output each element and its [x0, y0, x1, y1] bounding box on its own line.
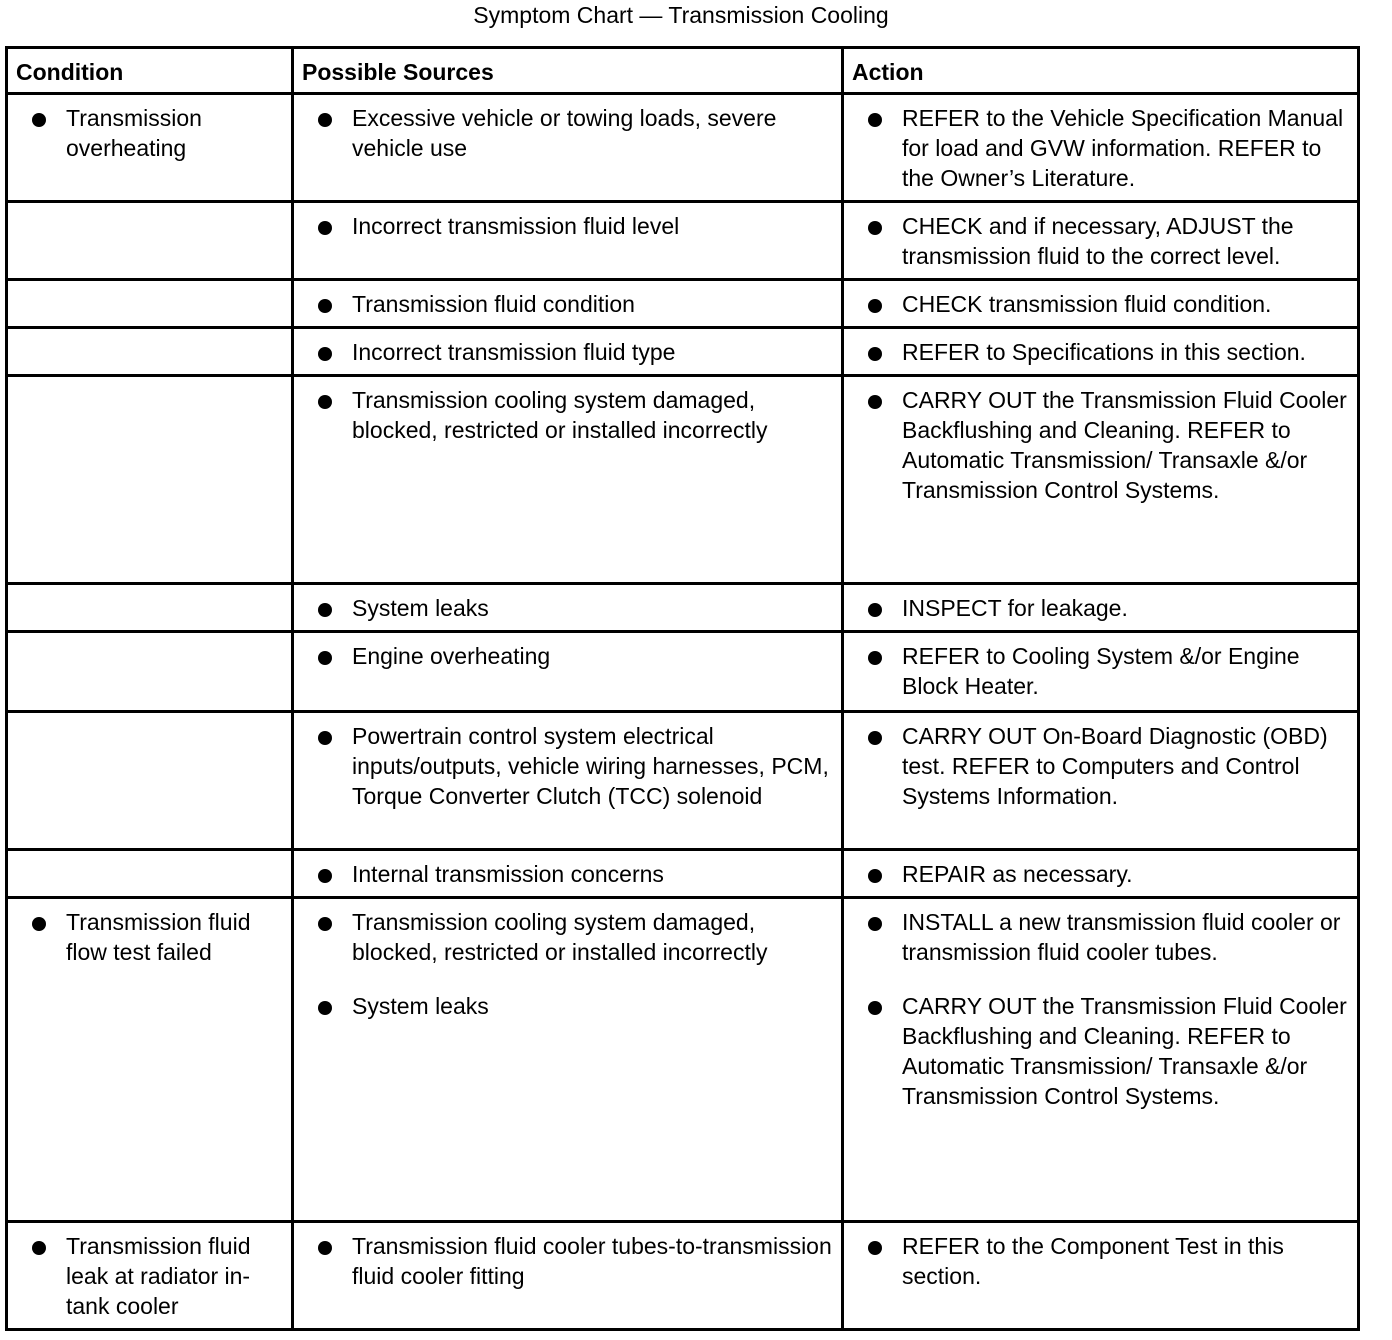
bullet-icon [318, 347, 332, 361]
table-row [7, 898, 1359, 1222]
sources-cell [293, 584, 843, 632]
action-cell [843, 328, 1359, 376]
condition-cell [7, 376, 293, 584]
bullet-icon [318, 395, 332, 409]
action-item [844, 721, 1351, 811]
table-row [7, 328, 1359, 376]
action-cell [843, 632, 1359, 712]
action-item [844, 641, 1351, 701]
condition-cell [7, 328, 293, 376]
condition-text: Transmission overheating [66, 105, 202, 161]
action-cell [843, 280, 1359, 328]
sources-cell [293, 712, 843, 850]
action-text: REFER to Cooling System &/or Engine Block Heater. [902, 643, 1300, 699]
bullet-icon [868, 395, 882, 409]
bullet-icon [868, 603, 882, 617]
bullet-icon [32, 113, 46, 127]
action-cell [843, 1222, 1359, 1330]
action-cell [843, 94, 1359, 202]
header-possible-sources: Possible Sources [293, 48, 843, 94]
bullet-icon [868, 299, 882, 313]
sources-cell [293, 1222, 843, 1330]
action-item [844, 385, 1351, 505]
source-text: Internal transmission concerns [352, 861, 664, 887]
source-item [294, 721, 835, 811]
source-item [294, 991, 835, 1021]
condition-item [8, 1231, 285, 1321]
condition-cell [7, 712, 293, 850]
action-item [844, 289, 1351, 319]
bullet-icon [318, 1001, 332, 1015]
bullet-icon [318, 221, 332, 235]
action-cell [843, 584, 1359, 632]
action-text: INSTALL a new transmission fluid cooler or transmission fluid cooler tubes. [902, 909, 1341, 965]
sources-cell [293, 632, 843, 712]
source-item [294, 1231, 835, 1291]
bullet-icon [868, 113, 882, 127]
action-cell [843, 850, 1359, 898]
table-row [7, 280, 1359, 328]
sources-cell [293, 94, 843, 202]
condition-text: Transmission fluid leak at radiator in-tank cooler [66, 1233, 251, 1319]
bullet-icon [868, 221, 882, 235]
action-item [844, 859, 1351, 889]
source-item [294, 907, 835, 967]
bullet-icon [32, 1241, 46, 1255]
action-text: REFER to the Component Test in this section. [902, 1233, 1284, 1289]
sources-cell [293, 850, 843, 898]
condition-text: Transmission fluid flow test failed [66, 909, 251, 965]
sources-cell [293, 328, 843, 376]
source-text: Incorrect transmission fluid type [352, 339, 676, 365]
source-text: Excessive vehicle or towing loads, severe vehicle use [352, 105, 777, 161]
condition-cell [7, 584, 293, 632]
condition-cell [7, 898, 293, 1222]
bullet-icon [868, 1241, 882, 1255]
header-action: Action [843, 48, 1359, 94]
source-text: Powertrain control system electrical inputs/outputs, vehicle wiring harnesses, PCM, Torque Converter Clutch (TCC) solenoid [352, 723, 829, 809]
bullet-icon [318, 731, 332, 745]
bullet-icon [318, 299, 332, 313]
condition-cell [7, 850, 293, 898]
action-text: CARRY OUT the Transmission Fluid Cooler Backflushing and Cleaning. REFER to Automatic Transmission/ Transaxle &/or Transmission Control Systems. [902, 993, 1347, 1109]
table-row [7, 632, 1359, 712]
action-item [844, 103, 1351, 193]
condition-cell [7, 1222, 293, 1330]
source-item [294, 103, 835, 163]
action-item [844, 593, 1351, 623]
source-item [294, 859, 835, 889]
source-text: Incorrect transmission fluid level [352, 213, 680, 239]
action-text: REFER to the Vehicle Specification Manual for load and GVW information. REFER to the Owner’s Literature. [902, 105, 1344, 191]
chart-title: Symptom Chart — Transmission Cooling [473, 2, 889, 28]
source-item [294, 289, 835, 319]
action-cell [843, 712, 1359, 850]
action-text: REPAIR as necessary. [902, 861, 1133, 887]
header-row [7, 48, 1359, 94]
action-cell [843, 376, 1359, 584]
bullet-icon [318, 917, 332, 931]
action-item [844, 211, 1351, 271]
source-item [294, 211, 835, 241]
bullet-icon [318, 113, 332, 127]
action-item [844, 337, 1351, 367]
source-item [294, 641, 835, 671]
header-condition: Condition [7, 48, 293, 94]
symptom-table [5, 46, 1360, 1331]
source-text: Transmission fluid cooler tubes-to-transmission fluid cooler fitting [352, 1233, 832, 1289]
bullet-icon [318, 651, 332, 665]
source-text: System leaks [352, 993, 489, 1019]
sources-cell [293, 376, 843, 584]
action-cell [843, 898, 1359, 1222]
action-item [844, 991, 1351, 1111]
table-row [7, 94, 1359, 202]
bullet-icon [318, 869, 332, 883]
action-item [844, 1231, 1351, 1291]
action-cell [843, 202, 1359, 280]
action-text: CARRY OUT the Transmission Fluid Cooler Backflushing and Cleaning. REFER to Automatic Transmission/ Transaxle &/or Transmission Control Systems. [902, 387, 1347, 503]
bullet-icon [868, 869, 882, 883]
sources-cell [293, 202, 843, 280]
table-row [7, 1222, 1359, 1330]
source-text: Transmission cooling system damaged, blocked, restricted or installed incorrectly [352, 387, 768, 443]
action-text: REFER to Specifications in this section. [902, 339, 1306, 365]
bullet-icon [32, 917, 46, 931]
bullet-icon [318, 603, 332, 617]
condition-item [8, 103, 285, 163]
bullet-icon [868, 1001, 882, 1015]
bullet-icon [868, 347, 882, 361]
bullet-icon [318, 1241, 332, 1255]
source-text: Engine overheating [352, 643, 551, 669]
bullet-icon [868, 651, 882, 665]
condition-cell [7, 202, 293, 280]
source-item [294, 593, 835, 623]
table-row [7, 712, 1359, 850]
action-text: INSPECT for leakage. [902, 595, 1128, 621]
source-text: Transmission fluid condition [352, 291, 635, 317]
table-row [7, 202, 1359, 280]
source-text: Transmission cooling system damaged, blocked, restricted or installed incorrectly [352, 909, 768, 965]
source-text: System leaks [352, 595, 489, 621]
action-text: CHECK transmission fluid condition. [902, 291, 1272, 317]
bullet-icon [868, 917, 882, 931]
condition-cell [7, 280, 293, 328]
table-row [7, 584, 1359, 632]
table-row [7, 376, 1359, 584]
bullet-icon [868, 731, 882, 745]
sources-cell [293, 280, 843, 328]
action-text: CARRY OUT On-Board Diagnostic (OBD) test. REFER to Computers and Control Systems Information. [902, 723, 1328, 809]
action-item [844, 907, 1351, 967]
sources-cell [293, 898, 843, 1222]
condition-cell [7, 632, 293, 712]
condition-item [8, 907, 285, 967]
action-text: CHECK and if necessary, ADJUST the transmission fluid to the correct level. [902, 213, 1294, 269]
condition-cell [7, 94, 293, 202]
table-row [7, 850, 1359, 898]
source-item [294, 385, 835, 445]
source-item [294, 337, 835, 367]
